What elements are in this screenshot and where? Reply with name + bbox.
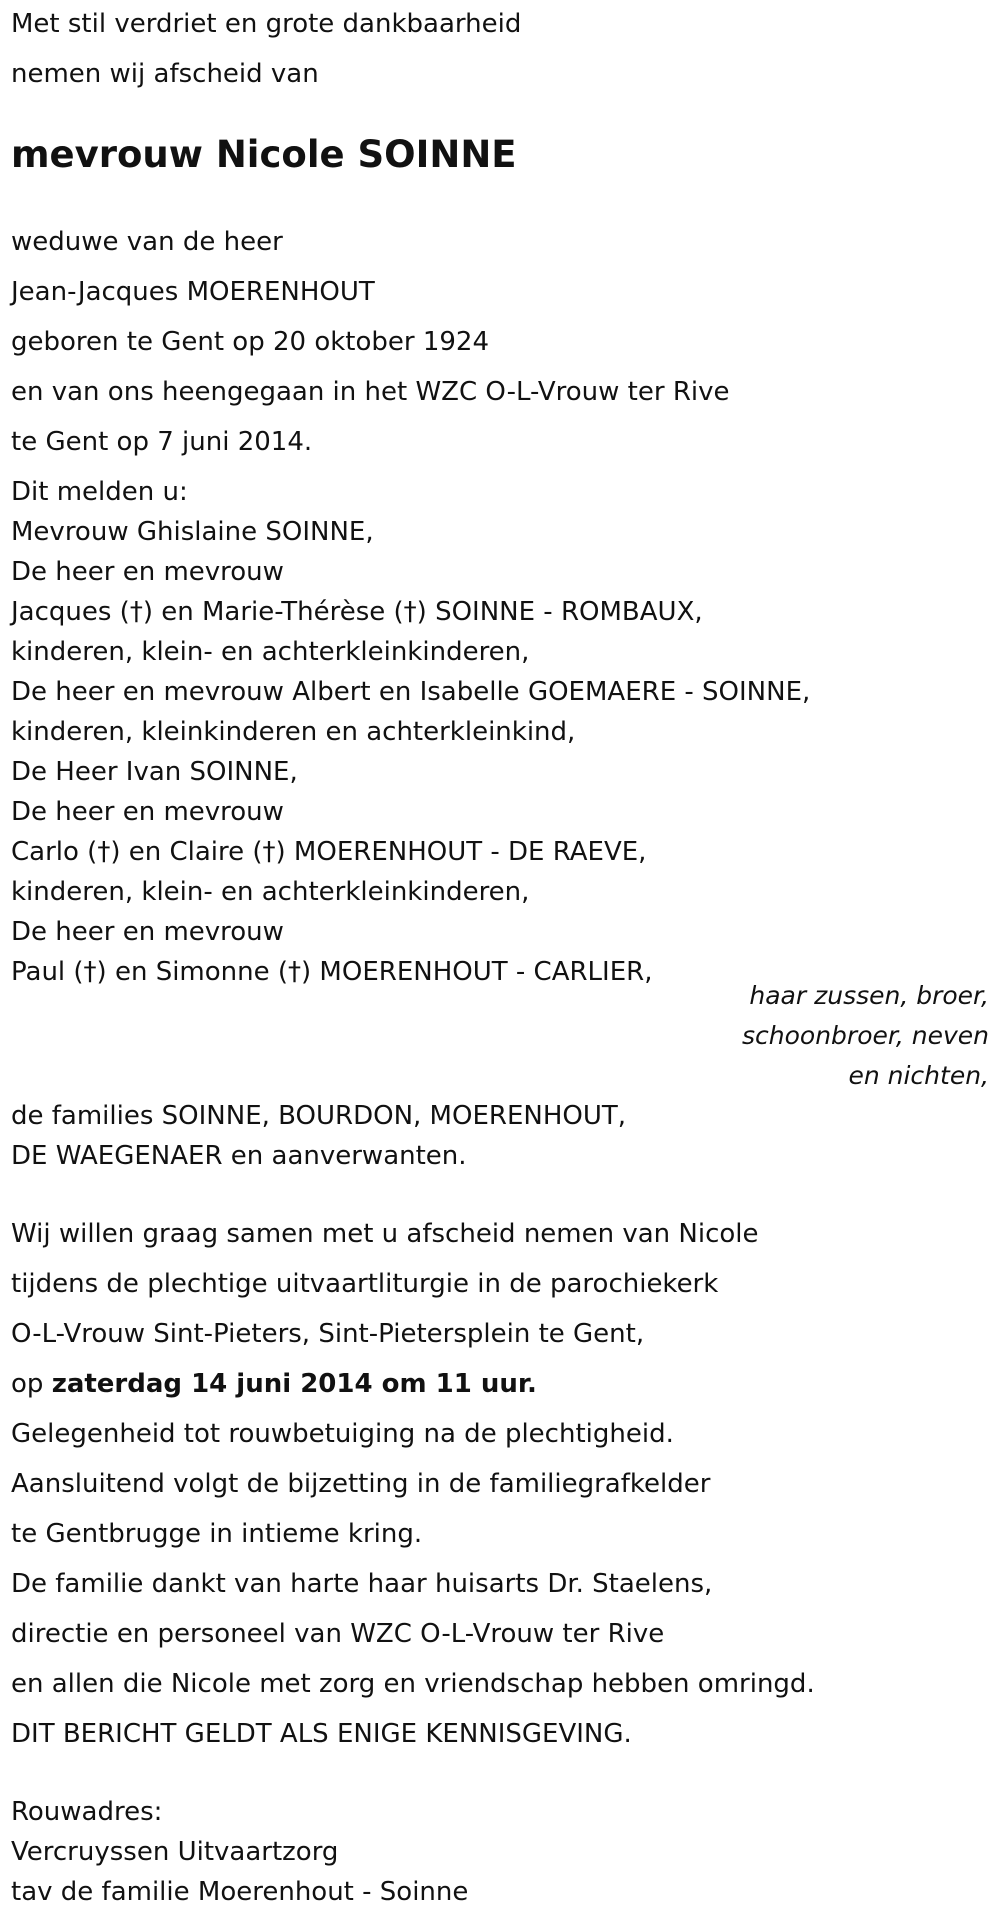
announcer-line: Jacques (†) en Marie-Thérèse (†) SOINNE - ROMBAUX,: [11, 597, 703, 627]
relation-line: haar zussen, broer,: [749, 981, 989, 1010]
ceremony-line: De familie dankt van harte haar huisarts Dr. Staelens,: [11, 1569, 713, 1599]
bio-line: geboren te Gent op 20 oktober 1924: [11, 327, 490, 357]
ceremony-line: O-L-Vrouw Sint-Pieters, Sint-Pietersplein te Gent,: [11, 1319, 645, 1349]
ceremony-line: directie en personeel van WZC O-L-Vrouw ter Rive: [11, 1619, 665, 1649]
announcer-line: De heer en mevrouw Albert en Isabelle GOEMAERE - SOINNE,: [11, 677, 811, 707]
address-line: Vercruyssen Uitvaartzorg: [11, 1837, 339, 1867]
ceremony-line: en allen die Nicole met zorg en vriendschap hebben omringd.: [11, 1669, 815, 1699]
announcer-line: Dit melden u:: [11, 477, 188, 507]
families-line: DE WAEGENAER en aanverwanten.: [11, 1141, 467, 1171]
announcer-line: De heer en mevrouw: [11, 917, 284, 947]
ceremony-line: Aansluitend volgt de bijzetting in de familiegrafkelder: [11, 1469, 711, 1499]
address-line: tav de familie Moerenhout - Soinne: [11, 1877, 469, 1907]
address-label: Rouwadres:: [11, 1797, 163, 1827]
deceased-name: mevrouw Nicole SOINNE: [11, 133, 517, 176]
relation-line: schoonbroer, neven: [742, 1021, 989, 1050]
announcer-line: Paul (†) en Simonne (†) MOERENHOUT - CARLIER,: [11, 957, 653, 987]
ceremony-line: Gelegenheid tot rouwbetuiging na de plechtigheid.: [11, 1419, 674, 1449]
announcer-line: kinderen, klein- en achterkleinkinderen,: [11, 637, 530, 667]
announcer-line: De Heer Ivan SOINNE,: [11, 757, 298, 787]
ceremony-line: tijdens de plechtige uitvaartliturgie in de parochiekerk: [11, 1269, 719, 1299]
announcer-line: De heer en mevrouw: [11, 797, 284, 827]
ceremony-date-line: [11, 1368, 537, 1400]
intro-line-1: Met stil verdriet en grote dankbaarheid: [11, 9, 522, 39]
bio-line: te Gent op 7 juni 2014.: [11, 427, 313, 457]
announcer-line: Mevrouw Ghislaine SOINNE,: [11, 517, 374, 547]
ceremony-line: Wij willen graag samen met u afscheid nemen van Nicole: [11, 1219, 759, 1249]
bio-line: Jean-Jacques MOERENHOUT: [11, 277, 375, 307]
bio-line: en van ons heengegaan in het WZC O-L-Vrouw ter Rive: [11, 377, 730, 407]
bio-line: weduwe van de heer: [11, 227, 283, 257]
announcer-line: kinderen, kleinkinderen en achterkleinkind,: [11, 717, 576, 747]
intro-line-2: nemen wij afscheid van: [11, 59, 319, 89]
notice-statement: DIT BERICHT GELDT ALS ENIGE KENNISGEVING.: [11, 1719, 632, 1749]
families-line: de families SOINNE, BOURDON, MOERENHOUT,: [11, 1101, 627, 1131]
announcer-line: De heer en mevrouw: [11, 557, 284, 587]
ceremony-line: te Gentbrugge in intieme kring.: [11, 1519, 423, 1549]
announcer-line: kinderen, klein- en achterkleinkinderen,: [11, 877, 530, 907]
ceremony-date-prefix: op: [11, 1369, 44, 1399]
announcer-line: Carlo (†) en Claire (†) MOERENHOUT - DE RAEVE,: [11, 837, 647, 867]
ceremony-date: zaterdag 14 juni 2014 om 11 uur.: [51, 1369, 537, 1399]
relation-line: en nichten,: [848, 1061, 989, 1090]
